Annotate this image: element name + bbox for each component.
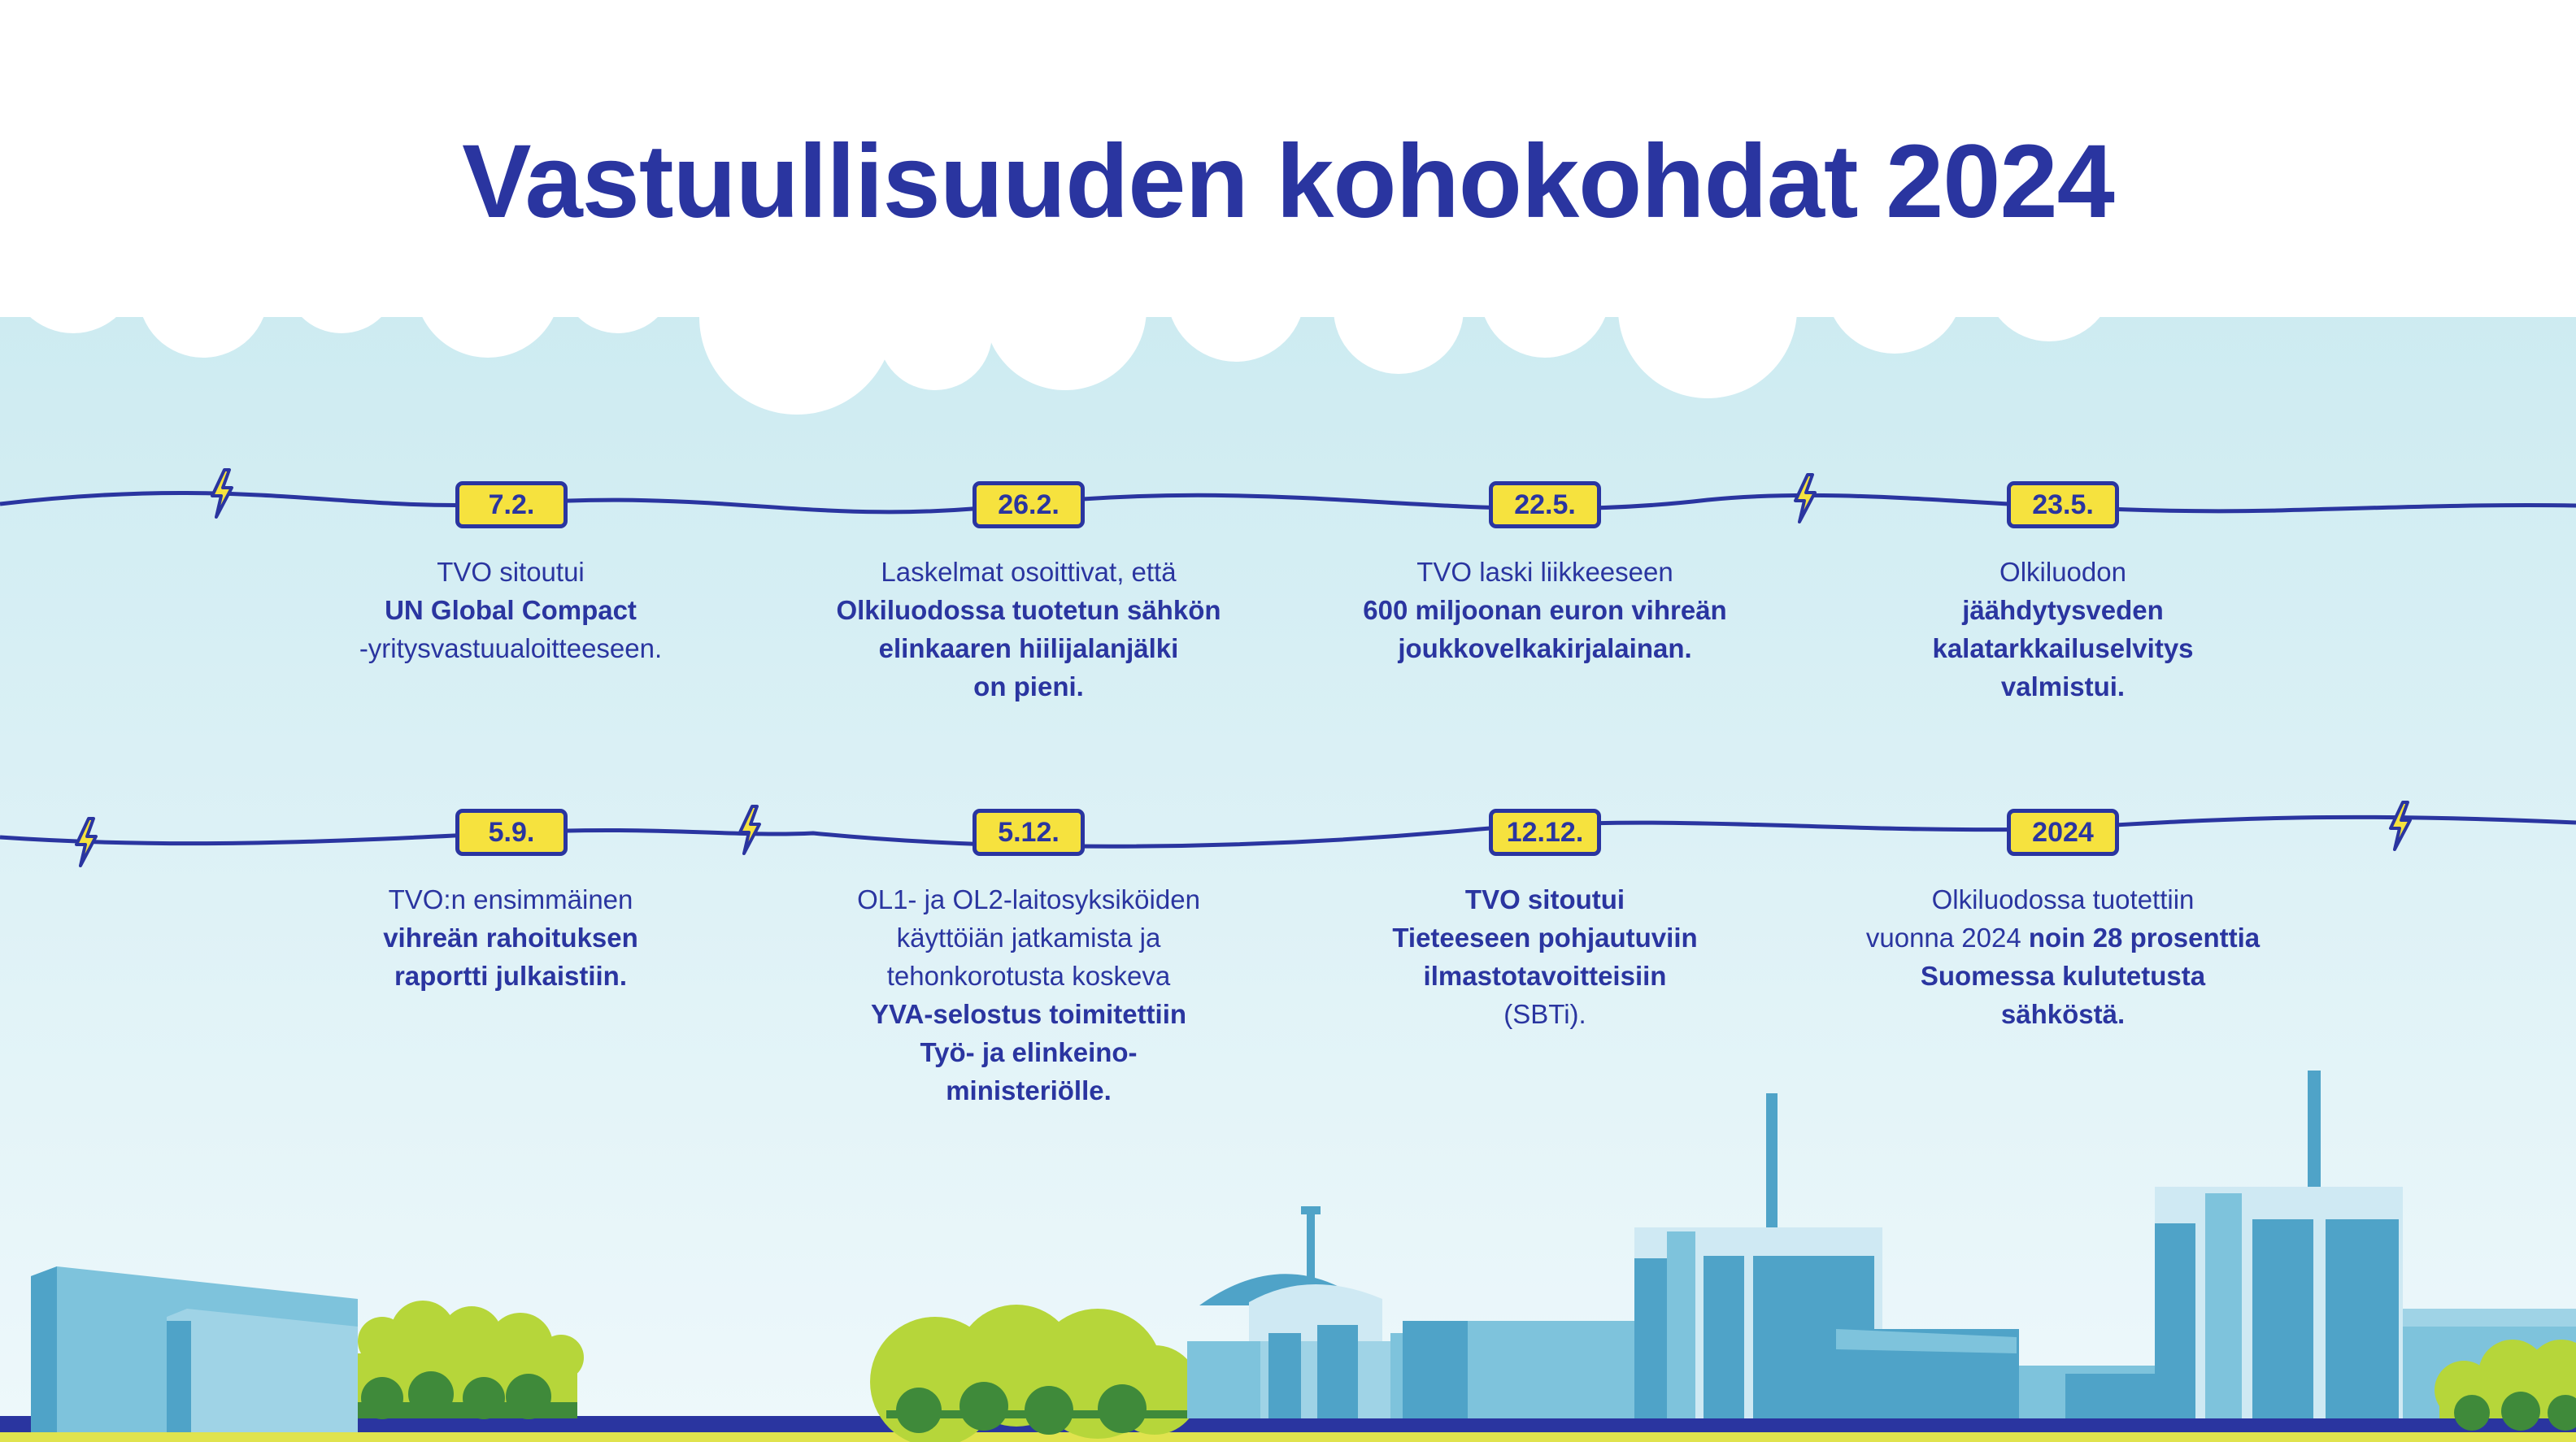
highlight-card <box>817 553 1240 706</box>
card-text: Olkiluodossa tuotettiin <box>1931 884 2195 914</box>
card-text-bold: sähköstä. <box>2000 999 2126 1029</box>
highlight-card <box>1852 553 2274 706</box>
card-text: TVO:n ensimmäinen <box>388 884 633 914</box>
card-text-bold: kalatarkkailuselvitys <box>1932 633 2194 663</box>
date-badge: 5.12. <box>973 809 1085 856</box>
card-text-bold: Olkiluodossa tuotetun sähkön <box>836 595 1221 625</box>
card-text: tehonkorotusta koskeva <box>886 961 1171 991</box>
card-text-bold: Suomessa kulutetusta <box>1920 961 2206 991</box>
card-text-bold: joukkovelkakirjalainan. <box>1398 633 1692 663</box>
card-text-bold: raportti julkaistiin. <box>394 961 628 991</box>
card-text-bold: ministeriölle. <box>946 1075 1112 1105</box>
card-text-bold: YVA-selostus toimitettiin <box>870 999 1187 1029</box>
card-text: TVO laski liikkeeseen <box>1416 557 1673 587</box>
card-text: Olkiluodon <box>1999 557 2126 587</box>
card-text-bold: vihreän rahoituksen <box>383 923 638 953</box>
page-title: Vastuullisuuden kohokohdat 2024 <box>462 124 2114 240</box>
card-text-bold: ilmastotavoitteisiin <box>1423 961 1667 991</box>
date-badge: 2024 <box>2007 809 2119 856</box>
card-text: vuonna 2024 <box>1865 923 2029 953</box>
card-text-bold: jäähdytysveden <box>1962 595 2164 625</box>
card-line <box>1852 919 2274 957</box>
date-badge: 12.12. <box>1489 809 1601 856</box>
highlight-card <box>299 553 722 667</box>
card-text: (SBTi). <box>1503 999 1586 1029</box>
card-text: TVO sitoutui <box>437 557 585 587</box>
card-text-bold: TVO sitoutui <box>1464 884 1625 914</box>
card-text-bold: valmistui. <box>2000 671 2126 701</box>
card-text-bold: noin 28 prosenttia <box>2028 923 2261 953</box>
card-text-bold: on pieni. <box>973 671 1084 701</box>
highlight-card <box>299 880 722 995</box>
card-text-bold: elinkaaren hiilijalanjälki <box>878 633 1179 663</box>
date-badge: 23.5. <box>2007 481 2119 528</box>
card-text: OL1- ja OL2-laitosyksiköiden <box>857 884 1200 914</box>
card-text-bold: UN Global Compact <box>385 595 637 625</box>
highlight-card <box>1334 880 1756 1033</box>
highlight-card <box>817 880 1240 1110</box>
card-text: käyttöiän jatkamista ja <box>896 923 1161 953</box>
card-text-bold: Työ- ja elinkeino- <box>920 1037 1138 1067</box>
ground-stripe <box>0 1432 2576 1442</box>
highlight-card <box>1334 553 1756 667</box>
highlight-card <box>1852 880 2274 1033</box>
date-badge: 26.2. <box>973 481 1085 528</box>
card-text-bold: 600 miljoonan euron vihreän <box>1363 595 1727 625</box>
date-badge: 7.2. <box>455 481 568 528</box>
card-text: -yritysvastuualoitteeseen. <box>359 633 663 663</box>
card-text: Laskelmat osoittivat, että <box>881 557 1177 587</box>
date-badge: 22.5. <box>1489 481 1601 528</box>
card-text-bold: Tieteeseen pohjautuviin <box>1392 923 1698 953</box>
date-badge: 5.9. <box>455 809 568 856</box>
